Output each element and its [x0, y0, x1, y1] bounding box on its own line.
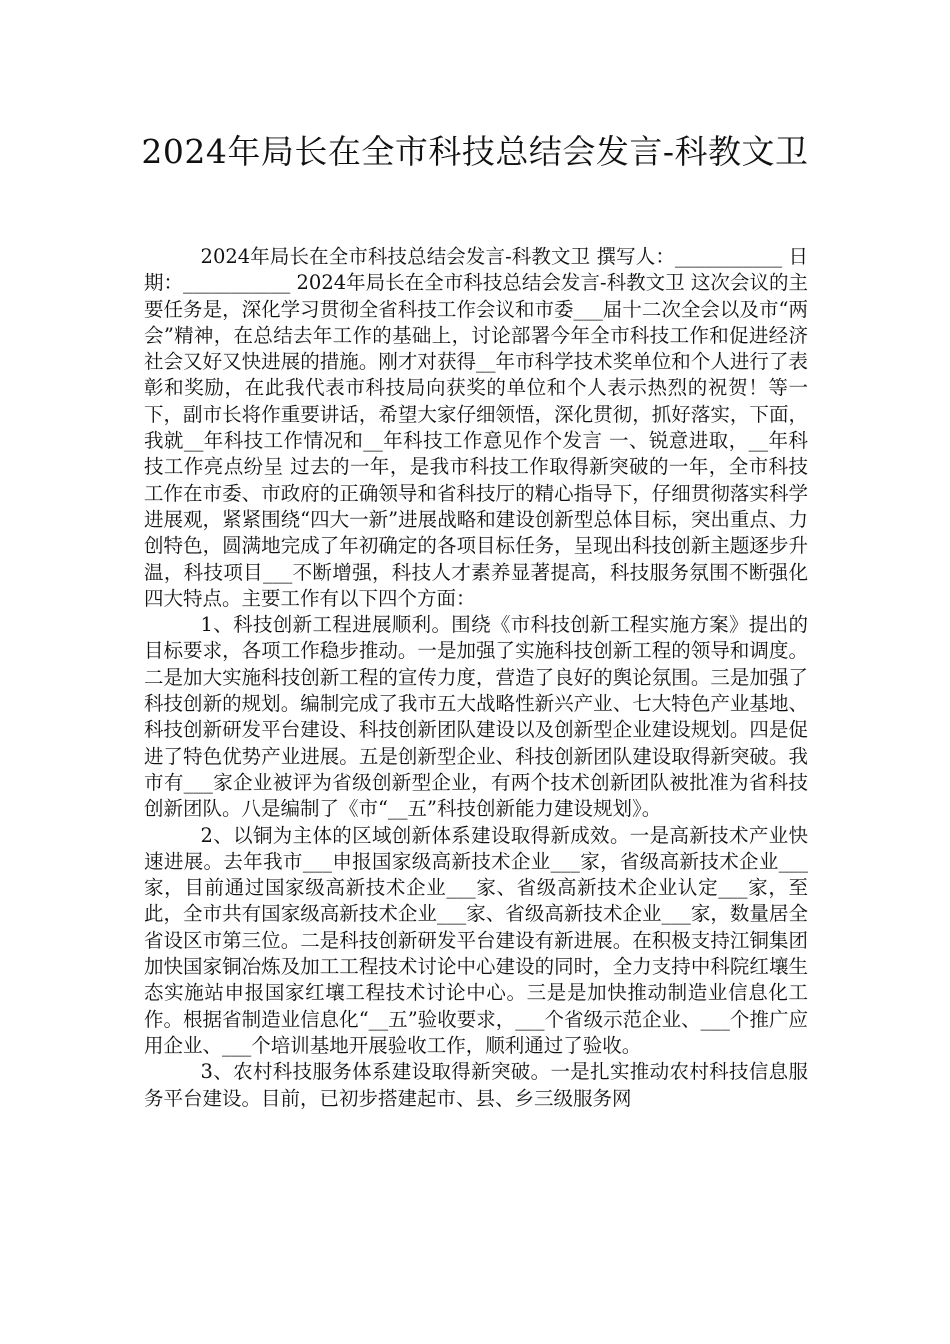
body-paragraph-4: 3、农村科技服务体系建设取得新突破。一是扎实推动农村科技信息服务平台建设。目前，已初步搭建起市、县、乡三级服务网 [144, 1060, 808, 1110]
document-body [144, 244, 808, 1112]
body-paragraph-3: 2、以铜为主体的区域创新体系建设取得新成效。一是高新技术产业快速进展。去年我市___申报国家级高新技术企业___家，省级高新技术企业___家，目前通过国家级高新技术企业___家、省级高新技术企业认定___家，至此，全市共有国家级高新技术企业___家、省级高新技术企业___家，数量居全省设区市第三位。二是科技创新研发平台建设有新进展。在积极支持江铜集团加快国家铜冶炼及加工工程技术讨论中心建设的同时，全力支持中科院红壤生态实施站申报国家红壤工程技术讨论中心。三是是加快推动制造业信息化工作。根据省制造业信息化“__五”验收要求，___个省级示范企业、___个推广应用企业、___个培训基地开展验收工作，顺利通过了验收。 [144, 823, 808, 1057]
body-paragraph-1: 2024年局长在全市科技总结会发言-科教文卫 撰写人：___________ 日 期：___________ 2024年局长在全市科技总结会发言-科教文卫 这次会议的主要任务是，深化学习贯彻全省科技工作会议和市委___届十二次全会以及市“两会”精神，在总结去年工作的基础上，讨论部署今年全市科技工作和促进经济社会又好又快进展的措施。刚才对获得__年市科学技术奖单位和个人进行了表彰和奖励，在此我代表市科技局向获奖的单位和个人表示热烈的祝贺！等一下，副市长将作重要讲话，希望大家仔细领悟，深化贯彻，抓好落实，下面，我就__年科技工作情况和__年科技工作意见作个发言 一、锐意进取，__年科技工作亮点纷呈 过去的一年，是我市科技工作取得新突破的一年，全市科技工作在市委、市政府的正确领导和省科技厅的精心指导下，仔细贯彻落实科学进展观，紧紧围绕“四大一新”进展战略和建设创新型总体目标，突出重点、力创特色，圆满地完成了年初确定的各项目标任务，呈现出科技创新主题逐步升温，科技项目___不断增强，科技人才素养显著提高，科技服务氛围不断强化四大特点。主要工作有以下四个方面： [144, 245, 808, 610]
body-paragraph-2: 1、科技创新工程进展顺利。围绕《市科技创新工程实施方案》提出的目标要求，各项工作稳步推动。一是加强了实施科技创新工程的领导和调度。二是加大实施科技创新工程的宣传力度，营造了良好的舆论氛围。三是加强了科技创新的规划。编制完成了我市五大战略性新兴产业、七大特色产业基地、科技创新研发平台建设、科技创新团队建设以及创新型企业建设规划。四是促进了特色优势产业进展。五是创新型企业、科技创新团队建设取得新突破。我市有___家企业被评为省级创新型企业，有两个技术创新团队被批准为省科技创新团队。八是编制了《市“__五”科技创新能力建设规划》。 [144, 613, 808, 821]
document-title: 2024年局长在全市科技总结会发言-科教文卫 [141, 132, 809, 171]
